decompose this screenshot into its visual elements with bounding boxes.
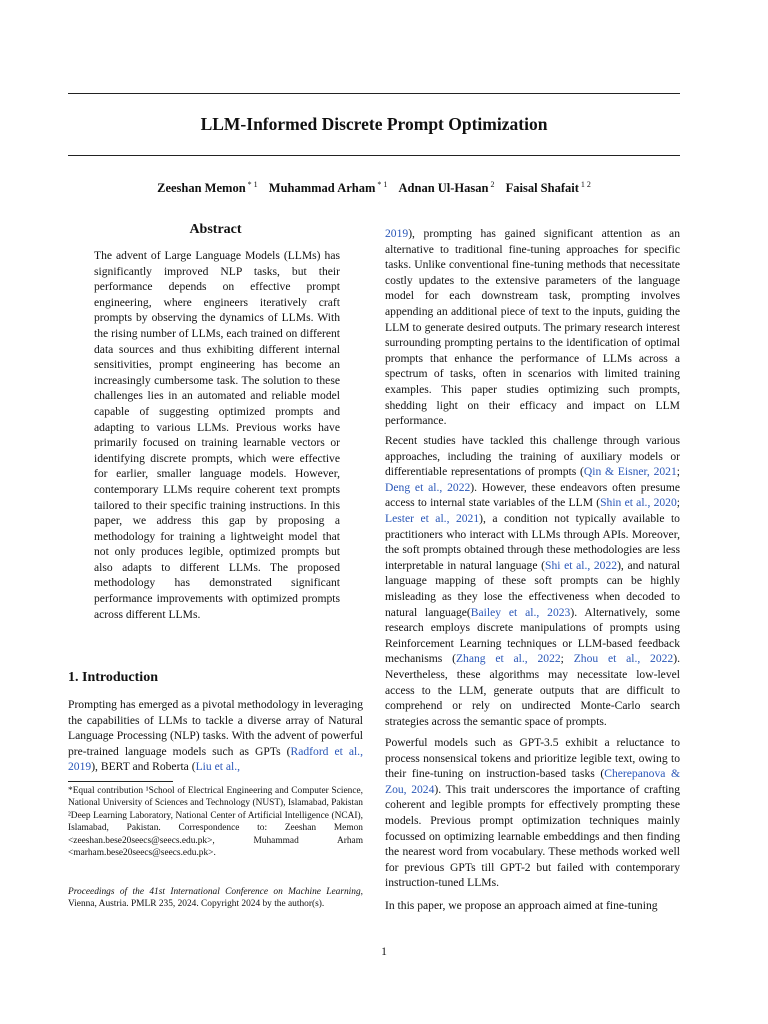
citation-link[interactable]: Lester et al., 2021 (385, 511, 480, 525)
proceedings-note (68, 886, 363, 911)
citation-link[interactable]: Radford et al., 2019 (68, 744, 363, 774)
author-affiliation: * 1 (247, 180, 258, 189)
right-paragraph-4: In this paper, we propose an approach aimed at fine-tuning (385, 899, 658, 912)
right-paragraph-2 (385, 433, 680, 729)
author-name: Muhammad Arham (268, 181, 376, 196)
paragraph-text: ), a condition not typically available to practitioners who interact with LLMs through APIs. Moreover, the soft prompts obtained through these methodologies are less interpretable in natural language ( (385, 511, 680, 572)
paper-title: LLM-Informed Discrete Prompt Optimization (200, 114, 548, 134)
author-name: Zeeshan Memon (157, 181, 246, 196)
author-list (68, 180, 680, 196)
author-affiliation: 2 (490, 180, 495, 189)
proceedings-details: , Vienna, Austria. PMLR 235, 2024. Copyright 2024 by the author(s). (68, 887, 363, 910)
title-rule-bottom (68, 155, 680, 156)
paragraph-text: Powerful models such as GPT-3.5 exhibit a reluctance to process nonsensical tokens and prioritize legible text, owing to their fine-tuning on instruction-based tasks ( (385, 736, 680, 781)
citation-link[interactable]: Liu et al., (195, 760, 241, 774)
introduction-heading: 1. Introduction (68, 670, 158, 685)
right-paragraph-3 (385, 735, 680, 891)
citation-link[interactable]: Deng et al., 2022 (385, 480, 471, 494)
citation-link[interactable]: Cherepanova & Zou, 2024 (385, 767, 681, 796)
author (506, 181, 591, 195)
footnote-divider (68, 781, 173, 782)
author (269, 181, 388, 195)
paragraph-text: Recent studies have tackled this challenge through various approaches, including the training of auxiliary models or differentiable representations of prompts ( (385, 434, 680, 479)
citation-separator: ; (676, 496, 680, 510)
citation-link[interactable]: Zhang et al., 2022 (455, 652, 561, 666)
author (157, 181, 258, 195)
paragraph-text: ). However, these endeavors often presume access to internal state variables of the LLM ( (385, 480, 680, 510)
introduction-paragraph (68, 697, 363, 775)
paragraph-text: ). Nevertheless, these algorithms may necessitate low-level access to the LLM, generate outputs that are difficult to comprehend or rely on undirected Monte-Carlo search strategies across the semantic space of prompts. (385, 652, 680, 728)
citation-link[interactable]: Shin et al., 2020 (600, 496, 677, 510)
affiliation-footnote: *Equal contribution ¹School of Electrical Engineering and Computer Science, National University of Sciences and Technology (NUST), Islamabad, Pakistan ²Deep Learning Laboratory, National Center of Artificial Intelligence (NCAI), Islamabad, Pakistan. Correspondence to: Zeeshan Memon <zeeshan.bese20seecs@seecs.edu.pk>, Muhammad Arham <marham.bese20seecs@seecs.edu.pk>. (68, 786, 363, 859)
abstract-text: The advent of Large Language Models (LLMs) has significantly improved NLP tasks, but their performance depends on effective prompt engineering, where engineers iteratively craft prompts by observing the dynamics of LLMs. With the rising number of LLMs, each trained on different data sources and thus exhibiting different internal sensitivities, prompt engineering has become an increasingly cumbersome task. The solution to these challenges lies in an automated and reliable model capable of suggesting optimized prompts and adapting to various LLMs. Previous works have primarily focused on training learnable vectors or identifying discrete prompts, which were effective for earlier, smaller language models. However, contemporary LLMs require coherent text prompts tailored to their specific training instructions. In this paper, we address this gap by proposing a methodology for training a lightweight model that not only produces legible, optimized prompts but also adapts to different LLMs. The proposed methodology has demonstrated significant performance improvements with optimized prompts across different LLMs. (94, 249, 340, 621)
citation-separator: ; (560, 652, 574, 666)
citation-link[interactable]: Bailey et al., 2023 (470, 605, 571, 619)
author-affiliation: 1 2 (580, 180, 591, 189)
citation-link[interactable]: Qin & Eisner, 2021 (583, 465, 677, 479)
citation-separator: ; (676, 465, 680, 479)
paragraph-text: ). Alternatively, some research employs discrete manipulations of prompts using Reinforcement Learning techniques or LLM-based feedback mechanisms ( (385, 605, 680, 666)
paragraph-text: Prompting has emerged as a pivotal methodology in leveraging the capabilities of LLMs to tackle a diverse array of Natural Language Processing (NLP) tasks. With the advent of powerful pre-trained language models such as GPTs ( (68, 698, 363, 758)
author (399, 181, 495, 195)
citation-link[interactable]: Zhou et al., 2022 (573, 652, 674, 666)
author-name: Faisal Shafait (505, 181, 579, 196)
author-name: Adnan Ul-Hasan (398, 181, 489, 196)
citation-link[interactable]: Shi et al., 2022 (545, 558, 618, 572)
author-affiliation: * 1 (377, 180, 388, 189)
proceedings-venue: Proceedings of the 41st International Conference on Machine Learning (68, 887, 361, 897)
paragraph-text: ), prompting has gained significant attention as an alternative to traditional fine-tuning approaches for specific tasks. Unlike conventional fine-tuning methods that necessitate costly updates to the extensive parameters of the language model for each downstream task, prompting involves appending an additional piece of text to the inputs, guiding the LLM to generate desired outputs. The primary research interest surrounding prompting pertains to the identification of optimal prompts that enhance the performance of LLMs across a spectrum of tasks, often in scenarios with limited training examples. This paper studies optimizing such prompts, shedding light on their efficacy and impact on LLM performance. (385, 227, 680, 428)
page-number: 1 (381, 945, 387, 958)
paragraph-text: ). This trait underscores the importance of crafting coherent and legible prompts for effectively prompting these models. Previous prompt optimization techniques mainly focussed on optimizing learnable embeddings and then finding the nearest word from vocabulary. These methods worked well for previous GPTs till GPT-2 but failed with contemporary instruction-tuned LLMs. (385, 782, 680, 890)
paragraph-text: ), BERT and Roberta ( (91, 760, 196, 774)
right-paragraph-1 (385, 226, 680, 429)
citation-link[interactable]: 2019 (385, 227, 409, 240)
paragraph-text: ), and natural language mapping of these soft prompts can be highly misleading as they lose the effectiveness when decoded to natural language( (385, 558, 680, 619)
title-rule-top (68, 93, 680, 94)
abstract-heading: Abstract (189, 222, 242, 237)
